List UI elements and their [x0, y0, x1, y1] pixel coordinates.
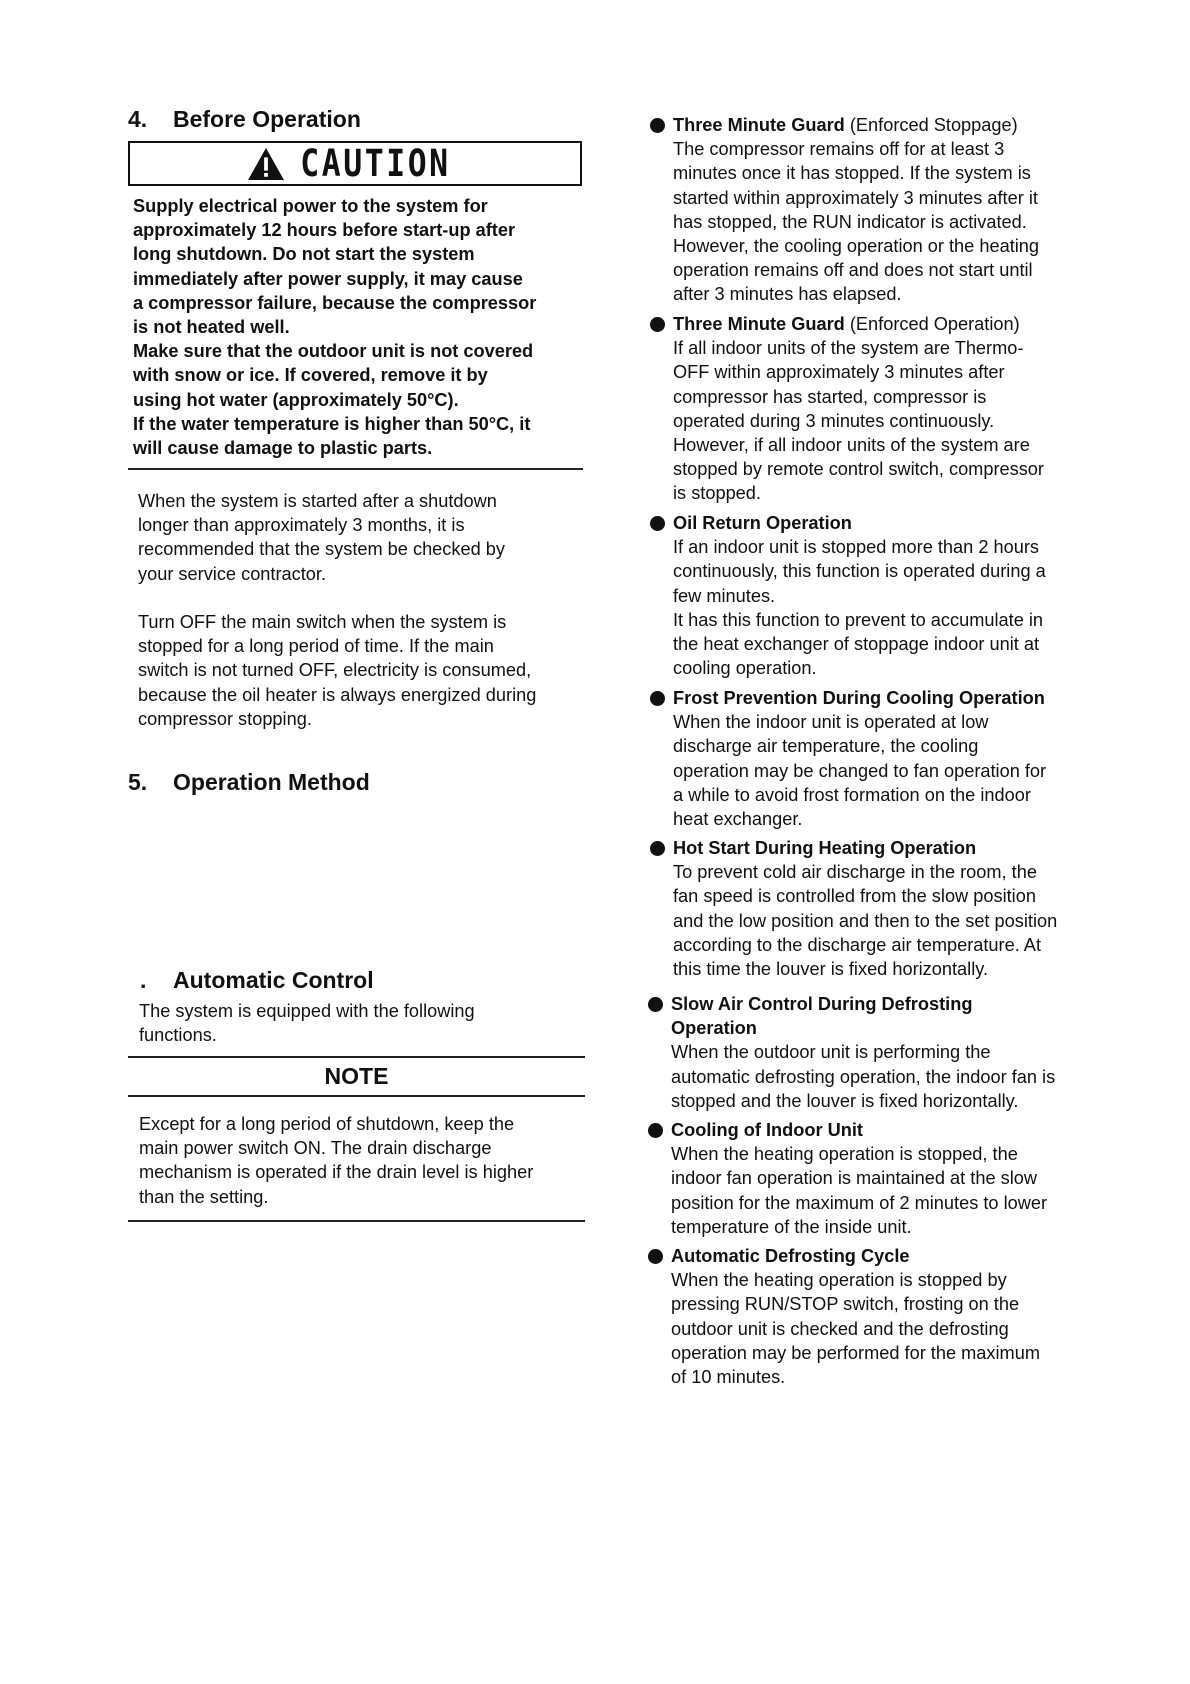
text-line: temperature of the inside unit. [671, 1216, 912, 1237]
bullet-title: Cooling of Indoor Unit [671, 1120, 863, 1140]
bullet-title: Slow Air Control During Defrosting [671, 994, 973, 1014]
text-line: continuously, this function is operated during a [673, 561, 1046, 582]
main-switch-paragraph [138, 610, 593, 731]
text-line: automatic defrosting operation, the indoor fan is [671, 1066, 1056, 1087]
bullet-heading [671, 1244, 1111, 1268]
bullet-icon [648, 1249, 663, 1264]
text-line: stopped by remote control switch, compressor [673, 459, 1044, 480]
text-line: this time the louver is fixed horizontally. [673, 959, 989, 980]
bullet-suffix: (Enforced Stoppage) [844, 115, 1018, 135]
text-line: will cause damage to plastic parts. [133, 438, 433, 459]
bullet-heading [673, 113, 1113, 137]
text-line: stopped and the louver is fixed horizontally. [671, 1090, 1019, 1111]
text-line: operation remains off and does not start until [673, 260, 1033, 281]
text-line: a while to avoid frost formation on the indoor [673, 784, 1031, 805]
bullet-heading [673, 836, 1113, 860]
bullet-title-continued: Operation [671, 1018, 757, 1039]
text-line: recommended that the system be checked by [138, 539, 505, 560]
text-line: Except for a long period of shutdown, keep the [139, 1114, 515, 1134]
text-line: When the heating operation is stopped, the [671, 1144, 1018, 1165]
bullet-heading [673, 312, 1113, 336]
text-line: of 10 minutes. [671, 1367, 786, 1388]
list-item [673, 836, 1113, 981]
note-bottom-rule [128, 1095, 585, 1097]
caution-label: CAUTION [299, 142, 451, 185]
bullet-title: Oil Return Operation [673, 513, 852, 533]
text-line: position for the maximum of 2 minutes to lower [671, 1192, 1048, 1213]
text-line: Turn OFF the main switch when the system is [138, 612, 507, 632]
note-top-rule [128, 1056, 585, 1058]
bullet-heading [671, 992, 1111, 1016]
bullet-icon [650, 118, 665, 133]
text-line: main power switch ON. The drain discharge [139, 1138, 492, 1159]
text-line: outdoor unit is checked and the defrosting [671, 1318, 1009, 1339]
text-line: immediately after power supply, it may cause [133, 268, 523, 289]
text-line: is stopped. [673, 483, 761, 504]
text-line: When the outdoor unit is performing the [671, 1042, 991, 1063]
shutdown-paragraph [138, 489, 593, 586]
text-line: However, if all indoor units of the system are [673, 435, 1030, 456]
section-number: 5. [128, 769, 148, 795]
text-line: than the setting. [139, 1186, 269, 1207]
list-item [673, 686, 1113, 831]
note-end-rule [128, 1220, 585, 1222]
list-item [671, 1244, 1111, 1389]
section-5-heading [128, 768, 370, 796]
warning-triangle-icon [247, 147, 285, 181]
bullet-icon [650, 317, 665, 332]
bullet-title: Frost Prevention During Cooling Operation [673, 688, 1045, 708]
text-line: minutes once it has stopped. If the system is [673, 163, 1031, 184]
text-line: To prevent cold air discharge in the room, the [673, 862, 1037, 883]
note-text [139, 1112, 594, 1209]
bullet-suffix: (Enforced Operation) [844, 314, 1020, 334]
text-line: started within approximately 3 minutes after it [673, 187, 1038, 208]
text-line: Supply electrical power to the system for [133, 196, 488, 216]
text-line: operation may be changed to fan operation for [673, 760, 1047, 781]
text-line: heat exchanger. [673, 809, 803, 830]
section-number: . [140, 967, 147, 993]
text-line: compressor has started, compressor is [673, 386, 987, 407]
bullet-icon [650, 841, 665, 856]
list-item [671, 1118, 1111, 1239]
text-line: stopped for a long period of time. If the main [138, 636, 494, 657]
text-line: approximately 12 hours before start-up after [133, 220, 516, 241]
text-line: When the heating operation is stopped by [671, 1270, 1007, 1291]
section-title: Before Operation [173, 106, 361, 132]
text-line: If an indoor unit is stopped more than 2 hours [673, 537, 1039, 558]
section-4-heading [128, 105, 361, 133]
text-line: using hot water (approximately 50°C). [133, 389, 459, 410]
text-line: a compressor failure, because the compressor [133, 292, 537, 313]
list-item [673, 113, 1113, 307]
text-line: functions. [139, 1025, 217, 1046]
list-item [671, 992, 1111, 1113]
text-line: cooling operation. [673, 658, 817, 679]
bullet-icon [648, 1123, 663, 1138]
automatic-control-heading [128, 966, 374, 994]
list-item [673, 511, 1113, 680]
list-item [673, 312, 1113, 506]
bullet-heading [673, 686, 1113, 710]
text-line: However, the cooling operation or the heating [673, 236, 1040, 257]
bullet-title: Hot Start During Heating Operation [673, 838, 977, 858]
note-label: NOTE [324, 1063, 389, 1089]
bullet-heading [673, 511, 1113, 535]
text-line: your service contractor. [138, 563, 327, 584]
text-line: has stopped, the RUN indicator is activated. [673, 211, 1027, 232]
text-line: longer than approximately 3 months, it is [138, 515, 465, 536]
automatic-control-text [139, 999, 594, 1047]
text-line: according to the discharge air temperature. At [673, 934, 1041, 955]
bullet-title: Automatic Defrosting Cycle [671, 1246, 910, 1266]
text-line: after 3 minutes has elapsed. [673, 284, 902, 305]
text-line: operated during 3 minutes continuously. [673, 410, 995, 431]
bullet-title: Three Minute Guard [673, 115, 845, 135]
text-line: The system is equipped with the following [139, 1001, 475, 1021]
text-line: the heat exchanger of stoppage indoor unit at [673, 634, 1040, 655]
text-line: few minutes. [673, 585, 776, 606]
text-line: Make sure that the outdoor unit is not covered [133, 341, 534, 362]
section-number: 4. [128, 106, 148, 132]
text-line: fan speed is controlled from the slow position [673, 886, 1036, 907]
text-line: It has this function to prevent to accumulate in [673, 609, 1044, 630]
text-line: switch is not turned OFF, electricity is consumed, [138, 660, 532, 681]
text-line: The compressor remains off for at least 3 [673, 139, 1005, 160]
caution-text [133, 194, 593, 460]
caution-banner [128, 141, 582, 186]
divider [128, 468, 583, 470]
text-line: operation may be performed for the maximum [671, 1342, 1040, 1363]
text-line: long shutdown. Do not start the system [133, 244, 475, 265]
bullet-icon [648, 997, 663, 1012]
text-line: pressing RUN/STOP switch, frosting on the [671, 1294, 1020, 1315]
text-line: compressor stopping. [138, 708, 312, 729]
text-line: is not heated well. [133, 317, 290, 338]
text-line: OFF within approximately 3 minutes after [673, 362, 1005, 383]
section-title: Automatic Control [173, 967, 374, 993]
bullet-icon [650, 516, 665, 531]
text-line: with snow or ice. If covered, remove it by [133, 365, 488, 386]
text-line: When the system is started after a shutdown [138, 491, 497, 511]
text-line: mechanism is operated if the drain level is higher [139, 1162, 534, 1183]
text-line: indoor fan operation is maintained at the slow [671, 1168, 1037, 1189]
bullet-icon [650, 691, 665, 706]
bullet-title: Three Minute Guard [673, 314, 845, 334]
text-line: and the low position and then to the set position [673, 910, 1058, 931]
text-line: because the oil heater is always energized during [138, 684, 537, 705]
section-title: Operation Method [173, 769, 370, 795]
text-line: When the indoor unit is operated at low [673, 712, 989, 733]
bullet-heading [671, 1118, 1111, 1142]
text-line: If all indoor units of the system are Thermo- [673, 338, 1024, 359]
text-line: discharge air temperature, the cooling [673, 736, 979, 757]
text-line: If the water temperature is higher than 50°C, it [133, 413, 531, 434]
